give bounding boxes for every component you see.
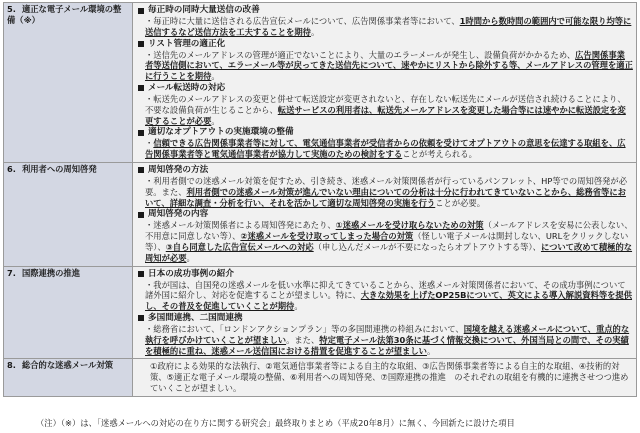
description-text: 。 [211,115,220,126]
category-number: 6. [7,163,16,174]
measure-item [136,39,633,82]
measure-description [136,138,633,160]
measure-item [136,313,633,356]
description-text: （怪しい電子メールは開封しない、URLをクリックしない等）、 [145,231,629,252]
category-number: 5. [7,4,16,14]
description-text: ことが考えられる。 [402,149,477,160]
measure-item [136,361,633,393]
emphasized-text: 信頼できる広告関係事業者等に対して、電気通信事業者が受信者からの依頼を受けてオプトアウトの意思を伝達する取組を、広告関係事業者等と電気通信事業者が協力して実施のための検討をする [145,138,626,160]
measure-description [136,176,633,208]
table-row [4,266,637,359]
measure-heading-text: リスト管理の適正化 [148,38,226,49]
measure-heading [136,209,633,220]
measure-item [136,209,633,263]
measures-table [3,2,637,397]
measure-description [136,324,633,356]
emphasized-text: 広告関係事業者等送信側において、エラーメール等が戻ってきた送信先について、速やかにリストから除外する等、メールアドレスの管理を適正に行うことを期待 [145,49,633,82]
description-text: ・迷惑メール対策関係者による周知啓発にあたり、 [145,220,336,231]
category-cell [4,266,133,359]
measure-heading [136,127,633,138]
category-number: 7. [7,267,16,278]
description-text: 。 [186,252,195,263]
emphasized-text: ②迷惑メールを受け取ってしまった場合の対策 [240,231,414,242]
square-bullet-icon [138,167,144,173]
measure-heading-text: 適切なオプトアウトの実施環境の整備 [148,127,294,138]
measure-description [136,50,633,82]
measure-item [136,269,633,312]
footnote: （注）（※）は、「迷惑メールへの対応の在り方に関する研究会」最終取りまとめ（平成20年8月）に無く、今回新たに設けた項目 [36,418,515,428]
category-cell [4,162,133,266]
measure-item [136,83,633,126]
measure-description [136,220,633,263]
emphasized-text: 1時間から数時間の範囲内で可能な限り均等に送信するなど送信方法を工夫することを期待 [145,16,632,37]
square-bullet-icon [138,41,144,47]
measure-heading-text: 毎正時の同時大量送信の改善 [148,5,260,15]
category-title: 国際連携の推進 [21,267,81,278]
measure-description [136,361,633,393]
emphasized-text: について改めて積極的な周知が必要 [145,241,633,263]
description-text: 。 [211,71,220,82]
emphasized-text: 転送サービスの利用者は、転送先メールアドレスを変更した場合等には速やかに転送設定を変更することが必要 [145,104,626,126]
emphasized-text: 大きな効果を上げたOP25Bについて、英文による導入解説資料等を提供し、その普及を促進していくことが期待 [145,290,633,312]
content-cell [133,266,637,359]
measure-description [136,280,633,312]
square-bullet-icon [138,8,144,14]
description-text: 。また、 [286,334,320,345]
emphasized-text: 利用者側での迷惑メール対策が進んでいない理由についての分析は十分に行われてきていないことから、総務省等において、詳細な調査・分析を行い、それを活かして適切な周知啓発の実施を行う [145,186,626,208]
measure-heading [136,5,633,16]
measure-heading-text: 周知啓発の内容 [148,209,209,220]
description-text: 。 [426,345,436,356]
category-title: 総合的な迷惑メール対策 [21,360,114,371]
description-text: ・毎正時に大量に送信される広告宣伝メールについて、広告関係事業者等において、 [145,16,460,26]
measure-heading [136,165,633,176]
description-text: ・転送先のメールアドレスの変更と併せて転送設定が変更されないと、存在しない転送先にメールが送信され続けることにより、不要な設備負荷が生じることから、 [145,93,626,115]
measure-description [136,16,633,38]
description-text: 。 [310,26,320,37]
measure-item [136,165,633,208]
description-text: （申し込んだメールが不要になったらオプトアウトする等）、 [313,241,541,252]
category-cell [4,359,133,396]
emphasized-text: ③自ら同意した広告宣伝メールへの対応 [165,241,314,252]
measure-heading-text: メール転送時の対応 [148,82,226,93]
square-bullet-icon [138,130,144,136]
measure-heading [136,83,633,94]
description-text: （メールアドレスを安易に公表しない、不用意に同意しない等）、 [145,220,633,242]
measure-heading-text: 周知啓発の方法 [148,164,209,175]
emphasized-text: 国境を越える迷惑メールについて、重点的な執行を呼びかけていくことが望ましい [145,323,630,345]
square-bullet-icon [138,85,144,91]
measure-description [136,94,633,126]
square-bullet-icon [138,212,144,218]
table-row [4,3,637,163]
measure-item [136,5,633,38]
emphasized-text: ①迷惑メールを受け取らないための対策 [335,220,484,231]
square-bullet-icon [138,271,144,277]
measure-heading [136,313,633,324]
category-number: 8. [7,360,16,371]
description-text: ①政府による効果的な法執行、②電気通信事業者等による自主的な取組、③広告関係事業者等による自主的な取組、④技術的対策、⑤適正な電子メール環境の整備、⑥利用者への周知啓発、⑦国際連携の推進 のそれぞれの取組を有機的に連携させつつ進めていくことが望ましい。 [150,361,629,393]
description-text: ・我が国は、自国発の迷惑メールを低い水準に抑えてきていることから、迷惑メール対策関係者において、その成功事例について諸外国に紹介し、対応を促進することが望ましい。特に、 [145,279,626,301]
description-text: 。 [294,301,303,312]
measure-heading-text: 多国間連携、二国間連携 [148,312,243,323]
measure-heading [136,269,633,280]
category-cell [4,3,133,163]
measure-item [136,127,633,160]
description-text: ・送信先のメールアドレスの管理が適正でないことにより、大量のエラーメールが発生し、設備負荷がかかるため、 [145,49,576,60]
category-title: 利用者への周知啓発 [21,163,97,174]
description-text: ・総務省において、「ロンドンアクションプラン」等の多国間連携の枠組みにおいて、 [145,323,464,334]
emphasized-text: 特定電子メール法第30条に基づく情報交換について、外国当局との間で、その実績を積極的に重ね、迷惑メール送信国における措置を促進することが望ましい [145,334,629,356]
description-text: ・利用者側での迷惑メール対策を促すため、引き続き、迷惑メール対策関係者が行っているパンフレット、HP等での周知啓発が必要。また、 [145,175,628,197]
description-text: ・ [145,138,154,149]
content-cell [133,162,637,266]
content-cell [133,359,637,396]
content-cell [133,3,637,163]
measure-heading-text: 日本の成功事例の紹介 [148,268,234,279]
square-bullet-icon [138,315,144,321]
measure-heading [136,39,633,50]
description-text: ことが必要。 [435,197,486,208]
table-row [4,162,637,266]
table-row [4,359,637,396]
measures-table-body [4,3,637,397]
category-title: 適正な電子メール環境の整備（※） [7,4,122,25]
